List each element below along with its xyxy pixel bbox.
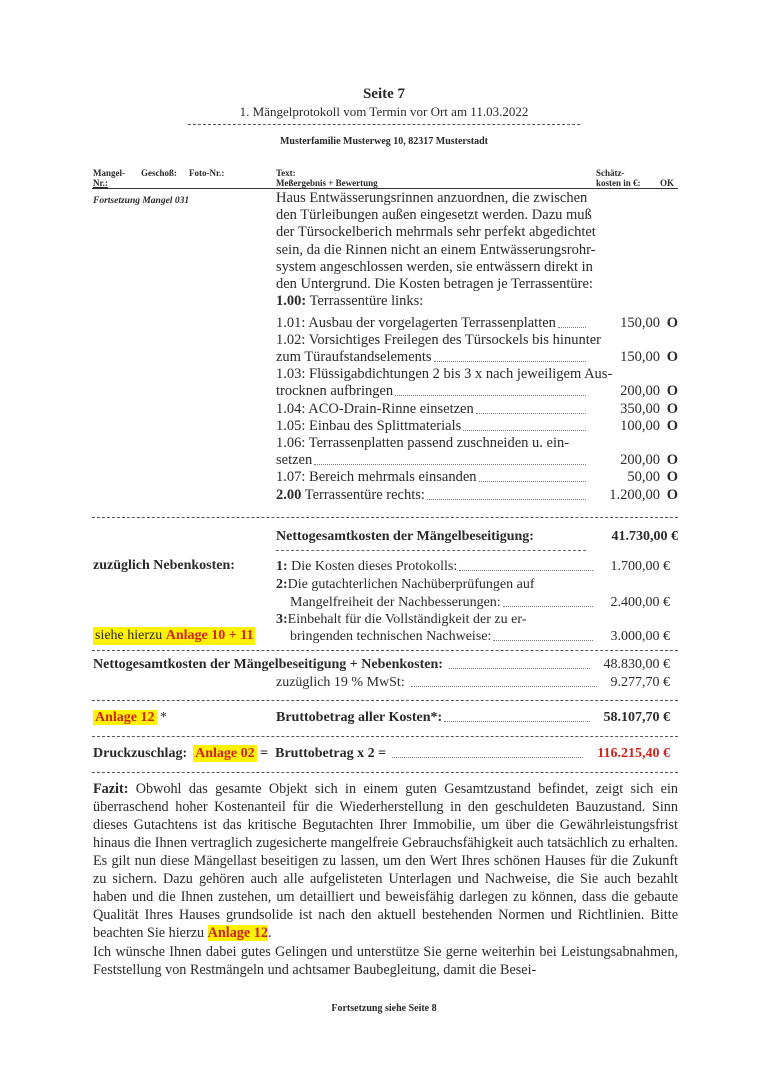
cost-item bbox=[276, 349, 678, 366]
page-title: Seite 7 bbox=[362, 86, 406, 102]
dot-leader bbox=[449, 656, 590, 669]
header-kosten-label: Schätz- bbox=[596, 168, 625, 178]
siehe-hierzu-note bbox=[93, 627, 255, 645]
item-amount: 150,00 bbox=[620, 315, 660, 331]
dot-leader bbox=[392, 745, 583, 758]
section-number: 1.00: bbox=[276, 293, 307, 310]
header-text bbox=[276, 168, 378, 188]
nebenkosten-desc: bringenden technischen Nachweise: bbox=[290, 629, 492, 644]
anlage-reference[interactable]: Anlage 12 bbox=[95, 710, 155, 725]
ok-marker: O bbox=[666, 469, 678, 485]
nebenkosten-label: zuzüglich Nebenkosten: bbox=[93, 558, 235, 573]
header-geschoss: Geschoß: bbox=[141, 168, 177, 178]
header-text-label: Text: bbox=[276, 168, 296, 178]
item-label-line: 1.03: Flüssigabdichtungen 2 bis 3 x nach jeweiligem Aus- bbox=[276, 366, 613, 382]
ok-marker: O bbox=[666, 315, 678, 331]
dot-leader bbox=[558, 315, 586, 328]
cost-item bbox=[276, 401, 678, 418]
section-heading bbox=[276, 293, 596, 310]
nebenkosten-value: 2.400,00 € bbox=[610, 595, 670, 610]
header-nr-label: Nr.: bbox=[93, 178, 108, 188]
nebenkosten-value: 3.000,00 € bbox=[610, 629, 670, 644]
description-line: den Türleibungen außen eingesetzt werden. Dazu muß bbox=[276, 207, 592, 224]
nebenkosten-desc: Einbehalt für die Vollständigkeit der zu er- bbox=[287, 612, 527, 627]
header-underline bbox=[92, 188, 678, 189]
netto-neben-value: 48.830,00 € bbox=[603, 657, 670, 672]
nebenkosten-desc: Die Kosten dieses Protokolls: bbox=[287, 559, 458, 574]
divider bbox=[188, 124, 580, 125]
header-kosten bbox=[596, 168, 641, 188]
ok-marker: O bbox=[666, 452, 678, 468]
item-label: zum Türaufstandselements bbox=[276, 349, 432, 365]
ok-marker: O bbox=[666, 349, 678, 365]
item-amount: 350,00 bbox=[620, 401, 660, 417]
item-label: trocknen aufbringen bbox=[276, 383, 394, 399]
header-mangel-nr bbox=[93, 168, 125, 188]
header-kosten-sub: kosten in €: bbox=[596, 178, 641, 188]
item-label-line: 1.02: Vorsichtiges Freilegen des Türsockels bis hinunter bbox=[276, 332, 602, 348]
brutto-value: 58.107,70 € bbox=[603, 710, 670, 725]
netto-neben-row bbox=[93, 656, 670, 673]
item-amount: 50,00 bbox=[627, 469, 660, 485]
fazit-text: Obwohl das gesamte Objekt sich in einem guten Gesamtzustand befindet, zeigt sich ein überraschend hoher Kostenanteil für die Wiederherstellung in den geschuldeten Bauzustand. Sinn dieses Gutachtens ist das kritische Begutachten Ihrer Immobilie, um über die Gewährleistungsfrist hinaus die Ihnen vertraglich zugesicherte mangelfreie Gebrauchsfähigkeit auch tatsächlich zu erhalten. Es gilt nun diese Mängellast beseitigen zu lassen, um den Wert Ihres schönen Hauses für die Zukunft zu sichern. Dazu gehören auch alle aufgelisteten Unterlagen und Nachweise, die Sie auch bezahlt haben und die Ihnen zustehen, um detailliert und beweisfähig darlegen zu können, dass die gebaute Qualität Ihres Hauses grundsolide ist nach den aktuell bestehenden Normen und Richtlinien. Bitte beachten Sie hierzu bbox=[93, 781, 678, 941]
netto-total-row bbox=[276, 528, 678, 545]
description-line: system angeschlossen werden, sie entwässern direkt in bbox=[276, 258, 593, 275]
nebenkosten-item-cont bbox=[290, 594, 670, 611]
anlage-reference[interactable]: Anlage 10 + 11 bbox=[165, 628, 254, 643]
dot-leader bbox=[434, 349, 586, 362]
fazit-paragraph bbox=[93, 780, 678, 942]
druckzuschlag-value: 116.215,40 € bbox=[597, 746, 670, 761]
item-label: 1.04: ACO-Drain-Rinne einsetzen bbox=[276, 401, 474, 417]
druckzuschlag-row bbox=[93, 745, 670, 762]
dot-leader bbox=[444, 709, 589, 722]
item-label: 1.01: Ausbau der vorgelagerten Terrassenplatten bbox=[276, 315, 556, 331]
item-amount: 100,00 bbox=[620, 418, 660, 434]
dot-leader bbox=[459, 558, 592, 571]
asterisk: * bbox=[156, 710, 167, 725]
closing-paragraph: Ich wünsche Ihnen dabei gutes Gelingen und unterstütze Sie gerne weiterhin bei Leistungsabnahmen, Feststellung von Restmängeln und achtsamer Baubegleitung, damit die Besei- bbox=[93, 944, 678, 978]
mwst-row bbox=[276, 674, 670, 691]
ok-marker: O bbox=[666, 401, 678, 417]
nebenkosten-num: 2: bbox=[276, 577, 288, 592]
cost-item bbox=[276, 315, 678, 332]
item-label: setzen bbox=[276, 452, 313, 468]
brutto-label: Bruttobetrag aller Kosten*: bbox=[276, 710, 443, 725]
item-label: 1.07: Bereich mehrmals einsanden bbox=[276, 469, 477, 485]
ok-marker: O bbox=[666, 418, 678, 434]
section-label: Terrassentüre rechts: bbox=[301, 487, 425, 503]
description-line: Haus Entwässerungsrinnen anzuordnen, die zwischen bbox=[276, 190, 588, 206]
divider bbox=[92, 772, 678, 773]
dot-leader bbox=[476, 401, 586, 414]
nebenkosten-item bbox=[276, 558, 670, 575]
netto-value: 41.730,00 € bbox=[611, 529, 678, 544]
mwst-value: 9.277,70 € bbox=[610, 675, 670, 690]
cost-item bbox=[276, 383, 678, 400]
dot-leader bbox=[314, 452, 586, 465]
item-amount: 200,00 bbox=[620, 383, 660, 399]
dot-leader bbox=[427, 487, 586, 500]
divider bbox=[276, 550, 586, 551]
anlage-reference[interactable]: Anlage 12 bbox=[207, 925, 268, 941]
siehe-prefix: siehe hierzu bbox=[95, 628, 166, 643]
dot-leader bbox=[493, 628, 592, 641]
item-label: 1.05: Einbau des Splittmaterials bbox=[276, 418, 462, 434]
protocol-subtitle: 1. Mängelprotokoll vom Termin vor Ort am 11.03.2022 bbox=[239, 104, 529, 119]
netto-label: Nettogesamtkosten der Mängelbeseitigung: bbox=[276, 529, 534, 544]
ok-marker: O bbox=[666, 383, 678, 399]
anlage-reference[interactable]: Anlage 02 bbox=[195, 746, 255, 761]
cost-item-section-2 bbox=[276, 487, 678, 504]
item-label-line: 1.06: Terrassenplatten passend zuschneiden u. ein- bbox=[276, 435, 570, 451]
cost-item bbox=[276, 469, 678, 486]
dot-leader bbox=[463, 418, 586, 431]
dot-leader bbox=[395, 383, 586, 396]
header-foto-nr: Foto-Nr.: bbox=[189, 168, 225, 178]
mwst-label: zuzüglich 19 % MwSt: bbox=[276, 675, 405, 690]
nebenkosten-text bbox=[276, 558, 457, 575]
fazit-period: . bbox=[267, 925, 272, 941]
fazit-label: Fazit: bbox=[93, 781, 129, 797]
item-label bbox=[276, 487, 425, 504]
ok-marker: O bbox=[666, 487, 678, 503]
item-amount: 1.200,00 bbox=[609, 487, 660, 503]
mangel-label: Fortsetzung Mangel 031 bbox=[93, 196, 190, 206]
header-text-sub: Meßergebnis + Bewertung bbox=[276, 178, 378, 188]
divider bbox=[92, 650, 678, 651]
description-line: sein, da die Rinnen nicht an einem Entwässerungsrohr- bbox=[276, 241, 596, 258]
nebenkosten-desc: Die gutachterlichen Nachüberprüfungen auf bbox=[287, 577, 535, 592]
continuation-footer: Fortsetzung siehe Seite 8 bbox=[331, 1003, 437, 1014]
description-line: der Türsockelberich mehrmals sehr perfekt abgedichtet bbox=[276, 224, 596, 241]
dot-leader bbox=[411, 674, 597, 687]
nebenkosten-desc: Mangelfreiheit der Nachbesserungen: bbox=[290, 595, 501, 610]
nebenkosten-item bbox=[276, 611, 670, 628]
nebenkosten-item-cont bbox=[290, 628, 670, 645]
client-address: Musterfamilie Musterweg 10, 82317 Musterstadt bbox=[279, 136, 488, 147]
nebenkosten-value: 1.700,00 € bbox=[610, 559, 670, 574]
druckzuschlag-formula: = Bruttobetrag x 2 = bbox=[256, 746, 387, 761]
item-amount: 200,00 bbox=[620, 452, 660, 468]
netto-neben-label: Nettogesamtkosten der Mängelbeseitigung + Nebenkosten: bbox=[93, 657, 443, 672]
anlage-12-marker bbox=[93, 709, 167, 727]
mangel-description bbox=[276, 190, 596, 310]
description-line: den Untergrund. Die Kosten betragen je Terrassentüre: bbox=[276, 276, 593, 293]
header-mangel-label: Mangel- bbox=[93, 168, 125, 178]
brutto-row bbox=[276, 709, 670, 726]
cost-item bbox=[276, 452, 678, 469]
divider bbox=[92, 700, 678, 701]
section-number: 2.00 bbox=[276, 487, 302, 503]
nebenkosten-num: 1: bbox=[276, 559, 288, 574]
section-label: Terrassentüre links: bbox=[306, 293, 424, 310]
divider bbox=[92, 517, 678, 518]
dot-leader bbox=[503, 594, 593, 607]
dot-leader bbox=[479, 469, 586, 482]
item-amount: 150,00 bbox=[620, 349, 660, 365]
nebenkosten-item bbox=[276, 576, 670, 593]
druckzuschlag-label: Druckzuschlag: bbox=[93, 746, 188, 761]
nebenkosten-num: 3: bbox=[276, 612, 288, 627]
cost-item bbox=[276, 418, 678, 435]
header-ok: OK bbox=[660, 178, 675, 188]
divider bbox=[92, 736, 678, 737]
